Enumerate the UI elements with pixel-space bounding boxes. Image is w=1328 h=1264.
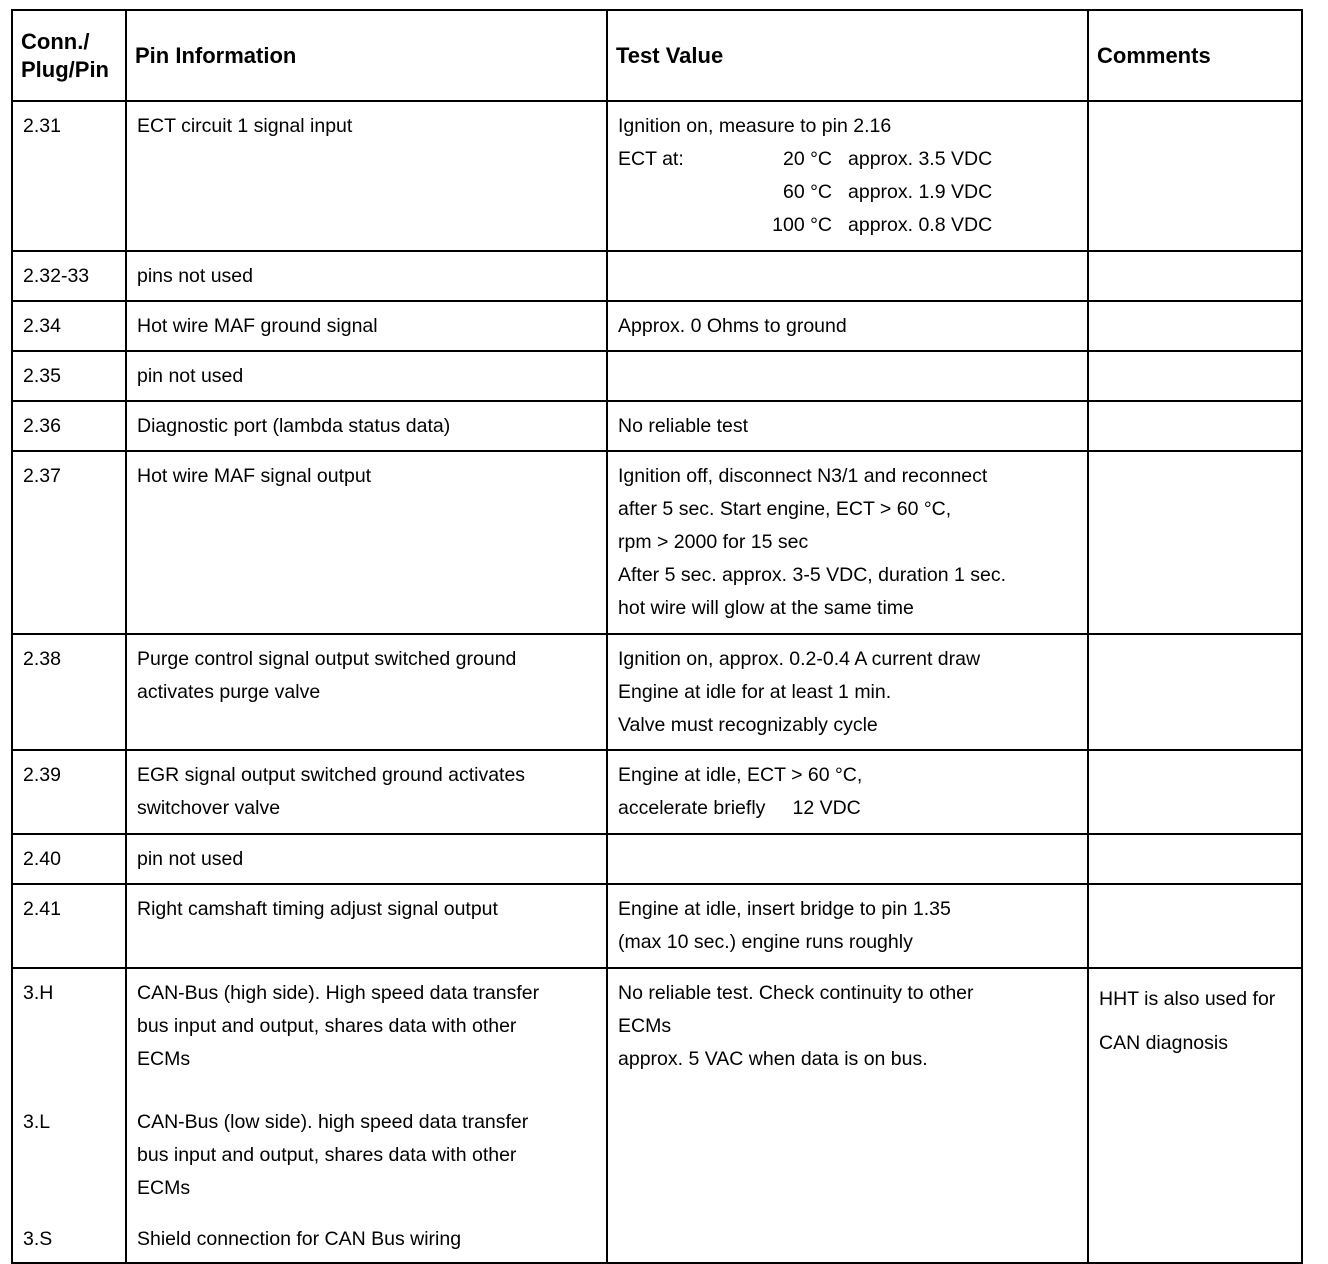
pin-table-sheet: [11, 9, 1303, 1264]
table-row: [12, 884, 1302, 968]
test-value-cell: Engine at idle, ECT > 60 °C, accelerate briefly 12 VDC: [607, 750, 1088, 834]
table-row: [12, 251, 1302, 301]
comments-cell: [1088, 884, 1302, 968]
pin-info-cell: EGR signal output switched ground activates switchover valve: [126, 750, 607, 834]
comments-cell: [1088, 251, 1302, 301]
pin-cell: 2.32-33: [12, 251, 126, 301]
comments-cell: [1088, 351, 1302, 401]
header-test-value: Test Value: [607, 10, 1088, 101]
header-pin-information: Pin Information: [126, 10, 607, 101]
test-value-cell: [607, 251, 1088, 301]
pin-info-cell: Diagnostic port (lambda status data): [126, 401, 607, 451]
test-value-cell: [607, 834, 1088, 884]
ect-values: ECT at: 20 °C approx. 3.5 VDC 60 °C approx. 1.9 VDC 100 °C approx. 0.8 VDC: [618, 148, 993, 236]
comments-cell: [1088, 451, 1302, 634]
comments-cell: [1088, 301, 1302, 351]
table-row: [12, 301, 1302, 351]
test-value-cell: Ignition off, disconnect N3/1 and reconnect after 5 sec. Start engine, ECT > 60 °C, rpm > 2000 for 15 sec After 5 sec. approx. 3-5 VDC, duration 1 sec. hot wire will glow at the same time: [607, 451, 1088, 634]
pin-cell: 2.39: [12, 750, 126, 834]
table-row: [12, 834, 1302, 884]
pin-info-cell: pin not used: [126, 834, 607, 884]
header-comments: Comments: [1088, 10, 1302, 101]
pin-cell: 2.34: [12, 301, 126, 351]
pin-info-cell: Hot wire MAF ground signal: [126, 301, 607, 351]
test-value-cell: Engine at idle, insert bridge to pin 1.35 (max 10 sec.) engine runs roughly: [607, 884, 1088, 968]
table-row: [12, 968, 1302, 1263]
test-value-cell: Ignition on, measure to pin 2.16 ECT at: 20 °C approx. 3.5 VDC 60 °C approx. 1.9 VDC 100 °C approx. 0.8 VDC: [607, 101, 1088, 251]
pin-info-cell: Purge control signal output switched ground activates purge valve: [126, 634, 607, 750]
header-row: [12, 10, 1302, 101]
pin-information-table: [11, 9, 1303, 1264]
comments-cell: [1088, 834, 1302, 884]
table-row: [12, 451, 1302, 634]
pin-info-cell: pins not used: [126, 251, 607, 301]
test-value-cell: No reliable test: [607, 401, 1088, 451]
pin-info-cell: ECT circuit 1 signal input: [126, 101, 607, 251]
comments-cell: HHT is also used for CAN diagnosis: [1088, 968, 1302, 1263]
table-row: [12, 401, 1302, 451]
table-row: [12, 351, 1302, 401]
pin-cell: 2.36: [12, 401, 126, 451]
pin-cell: 2.31: [12, 101, 126, 251]
pin-cell: 2.40: [12, 834, 126, 884]
test-value-cell: Approx. 0 Ohms to ground: [607, 301, 1088, 351]
comments-cell: [1088, 634, 1302, 750]
pin-cell: 2.37: [12, 451, 126, 634]
test-value-cell: No reliable test. Check continuity to other ECMs approx. 5 VAC when data is on bus.: [607, 968, 1088, 1263]
pin-info-cell: Right camshaft timing adjust signal output: [126, 884, 607, 968]
pin-cell: 3.H 3.L 3.S: [12, 968, 126, 1263]
test-value-cell: Ignition on, approx. 0.2-0.4 A current draw Engine at idle for at least 1 min. Valve must recognizably cycle: [607, 634, 1088, 750]
pin-info-cell: Hot wire MAF signal output: [126, 451, 607, 634]
table-row: [12, 101, 1302, 251]
pin-cell: 2.35: [12, 351, 126, 401]
table-row: [12, 750, 1302, 834]
comments-cell: [1088, 401, 1302, 451]
header-conn: Conn./ Plug/Pin: [12, 10, 126, 101]
table-row: [12, 634, 1302, 750]
comments-cell: [1088, 750, 1302, 834]
pin-info-cell: CAN-Bus (high side). High speed data transfer bus input and output, shares data with other ECMs CAN-Bus (low side). high speed data transfer bus input and output, shares data with other ECMs Shield connection for CAN Bus wiring: [126, 968, 607, 1263]
test-value-cell: [607, 351, 1088, 401]
pin-cell: 2.38: [12, 634, 126, 750]
comments-cell: [1088, 101, 1302, 251]
pin-info-cell: pin not used: [126, 351, 607, 401]
pin-cell: 2.41: [12, 884, 126, 968]
